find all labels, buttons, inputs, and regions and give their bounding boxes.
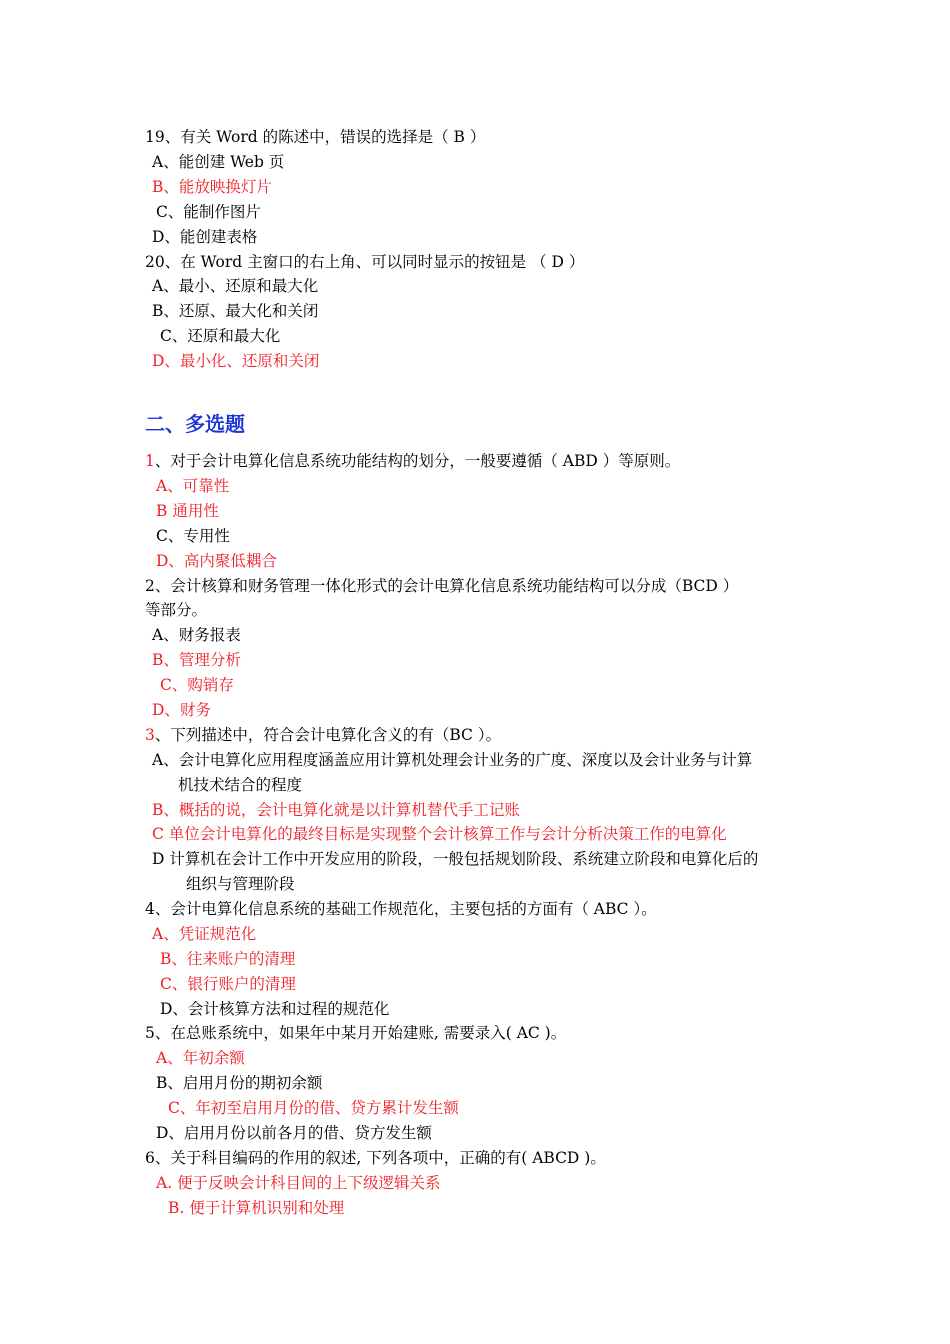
multi-question-5-option-b: B、启用月份的期初余额: [156, 1074, 323, 1092]
question-20-option-b: B、还原、最大化和关闭: [152, 302, 319, 320]
question-20-option-c: C、还原和最大化: [160, 327, 281, 345]
multi-question-1-stem: [145, 451, 680, 471]
multi-question-2-option-a: A、财务报表: [152, 626, 241, 644]
multi-question-3-option-d-line2: 组织与管理阶段: [186, 875, 295, 893]
question-19-option-c: C、能制作图片: [156, 203, 261, 221]
multi-question-6-stem: 6、关于科目编码的作用的叙述, 下列各项中，正确的有( ABCD )。: [145, 1149, 606, 1167]
multi-question-3-option-b: B、概括的说，会计电算化就是以计算机替代手工记账: [152, 801, 520, 819]
question-19-option-a: A、能创建 Web 页: [152, 153, 285, 171]
multi-question-3-stem: [145, 725, 501, 745]
multi-question-1-text: 、对于会计电算化信息系统功能结构的划分，一般要遵循（ ABD ）等原则。: [154, 452, 681, 470]
multi-question-2-option-d: D、财务: [152, 701, 211, 719]
multi-question-4-stem: 4、会计电算化信息系统的基础工作规范化，主要包括的方面有（ ABC ）。: [145, 900, 657, 918]
question-19-option-d: D、能创建表格: [152, 228, 258, 246]
multi-question-4-option-a: A、凭证规范化: [152, 925, 257, 943]
multi-question-4-option-b: B、往来账户的清理: [160, 950, 296, 968]
multi-question-5-option-c: C、年初至启用月份的借、贷方累计发生额: [168, 1099, 459, 1117]
multi-question-3-option-d-line1: D 计算机在会计工作中开发应用的阶段，一般包括规划阶段、系统建立阶段和电算化后的: [152, 850, 759, 868]
multi-question-4-option-c: C、银行账户的清理: [160, 975, 296, 993]
multi-question-2-stem-line2: 等部分。: [145, 601, 208, 619]
question-19-option-b: B、能放映换灯片: [152, 178, 272, 196]
multi-question-3-option-c: C 单位会计电算化的最终目标是实现整个会计核算工作与会计分析决策工作的电算化: [152, 825, 727, 843]
multi-question-1-option-b: B 通用性: [156, 502, 219, 520]
multi-question-2-option-b: B、管理分析: [152, 651, 241, 669]
multi-question-1-option-d: D、高内聚低耦合: [156, 552, 277, 570]
multi-question-6-option-b: B. 便于计算机识别和处理: [168, 1199, 345, 1217]
multi-question-6-option-a: A. 便于反映会计科目间的上下级逻辑关系: [156, 1174, 441, 1192]
multi-question-3-option-a-line2: 机技术结合的程度: [178, 776, 303, 794]
multi-question-2-option-c: C、购销存: [160, 676, 234, 694]
multi-question-1-option-a: A、可靠性: [156, 477, 230, 495]
question-20-stem: 20、在 Word 主窗口的右上角、可以同时显示的按钮是 （ D ）: [145, 253, 585, 271]
multi-question-4-option-d: D、会计核算方法和过程的规范化: [160, 1000, 390, 1018]
question-20-option-d: D、最小化、还原和关闭: [152, 352, 320, 370]
multi-question-3-number: 3: [145, 726, 155, 744]
multi-question-3-text: 、下列描述中，符合会计电算化含义的有（BC ）。: [154, 726, 502, 744]
multi-question-5-option-a: A、年初余额: [156, 1049, 245, 1067]
question-20-option-a: A、最小、还原和最大化: [152, 277, 319, 295]
multi-question-1-option-c: C、专用性: [156, 527, 230, 545]
multi-question-5-option-d: D、启用月份以前各月的借、贷方发生额: [156, 1124, 432, 1142]
multi-question-1-number: 1: [145, 452, 155, 470]
multi-question-3-option-a-line1: A、会计电算化应用程度涵盖应用计算机处理会计业务的广度、深度以及会计业务与计算: [152, 751, 753, 769]
multi-question-2-stem-line1: 2、会计核算和财务管理一体化形式的会计电算化信息系统功能结构可以分成（BCD ）: [145, 577, 739, 595]
multi-question-5-stem: 5、在总账系统中，如果年中某月开始建账, 需要录入( AC )。: [145, 1024, 567, 1042]
section-heading-multiple-choice: 二、多选题: [145, 412, 245, 436]
question-19-stem: 19、有关 Word 的陈述中，错误的选择是（ B ）: [145, 128, 486, 146]
